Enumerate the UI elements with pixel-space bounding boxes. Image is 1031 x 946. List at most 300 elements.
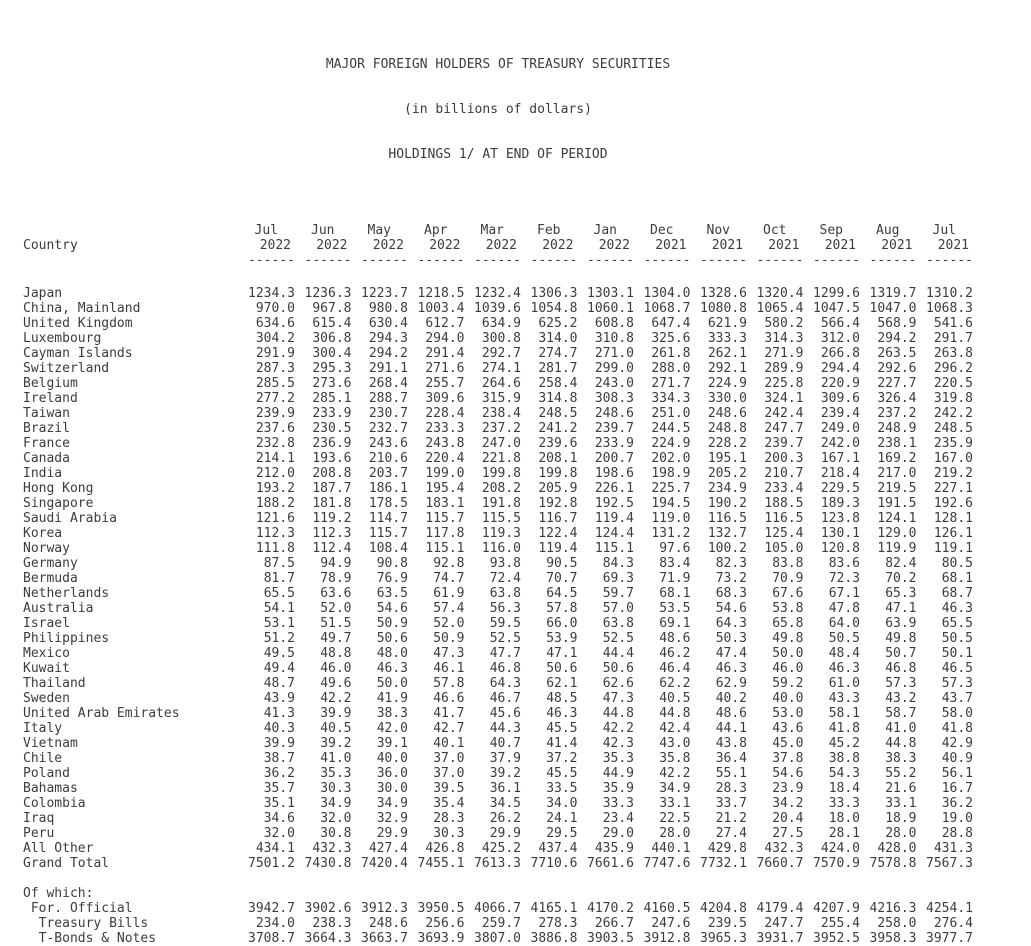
column-header-months-row [23,223,973,238]
value-cell: 34.9 [320,796,352,811]
value-cell: 233.3 [425,421,465,436]
value-cell: 23.4 [602,811,634,826]
column-header-separator: ------ [587,253,634,268]
value-cell: 115.1 [594,541,634,556]
value-cell: 39.9 [263,736,295,751]
value-cell: 1234.3 [248,286,295,301]
value-cell: 36.2 [263,766,295,781]
column-header-separator: ------ [248,253,295,268]
value-cell: 52.0 [433,616,465,631]
value-cell: 271.0 [594,346,634,361]
value-cell: 235.9 [933,436,973,451]
country-cell: United Kingdom [23,316,133,331]
value-cell: 65.8 [772,616,804,631]
column-header-month: Oct [763,223,787,238]
value-cell: 41.0 [885,721,917,736]
value-cell: 300.4 [312,346,352,361]
value-cell: 277.2 [255,391,295,406]
value-cell: 239.7 [594,421,634,436]
value-cell: 21.6 [885,781,917,796]
table-row [23,406,973,421]
value-cell: 130.1 [820,526,860,541]
value-cell: 333.3 [707,331,747,346]
value-cell: 46.3 [941,601,973,616]
table-row [23,541,973,556]
value-cell: 54.3 [828,766,860,781]
value-cell: 189.3 [820,496,860,511]
value-cell: 45.5 [546,766,578,781]
value-cell: 45.6 [489,706,521,721]
value-cell: 38.8 [828,751,860,766]
value-cell: 4165.1 [530,901,578,916]
country-cell: Vietnam [23,736,78,751]
value-cell: 128.1 [933,511,973,526]
value-cell: 38.7 [263,751,295,766]
value-cell: 65.5 [941,616,973,631]
value-cell: 70.9 [772,571,804,586]
value-cell: 28.1 [828,826,860,841]
value-cell: 27.5 [772,826,804,841]
value-cell: 35.7 [263,781,295,796]
value-cell: 124.1 [877,511,917,526]
value-cell: 7613.3 [474,856,521,871]
value-cell: 208.8 [312,466,352,481]
value-cell: 69.3 [602,571,634,586]
value-cell: 291.7 [933,331,973,346]
value-cell: 52.5 [489,631,521,646]
value-cell: 212.0 [255,466,295,481]
value-cell: 434.1 [255,841,295,856]
value-cell: 225.8 [764,376,804,391]
value-cell: 190.2 [707,496,747,511]
value-cell: 242.2 [933,406,973,421]
value-cell: 219.2 [933,466,973,481]
table-row [23,316,973,331]
value-cell: 274.1 [481,361,521,376]
value-cell: 54.6 [376,601,408,616]
value-cell: 4254.1 [926,901,973,916]
table-row [23,646,973,661]
value-cell: 970.0 [255,301,295,316]
value-cell: 294.2 [877,331,917,346]
table-row [23,376,973,391]
value-cell: 35.8 [659,751,691,766]
value-cell: 37.9 [489,751,521,766]
value-cell: 54.1 [263,601,295,616]
value-cell: 42.3 [602,736,634,751]
value-cell: 210.6 [368,451,408,466]
column-header-month: May [367,223,391,238]
value-cell: 81.7 [263,571,295,586]
value-cell: 36.4 [715,751,747,766]
value-cell: 68.3 [715,586,747,601]
value-cell: 40.7 [489,736,521,751]
value-cell: 41.8 [941,721,973,736]
value-cell: 199.0 [425,466,465,481]
value-cell: 48.5 [546,691,578,706]
value-cell: 1080.8 [700,301,747,316]
table-row [23,421,973,436]
value-cell: 119.4 [538,541,578,556]
value-cell: 58.7 [885,706,917,721]
value-cell: 54.6 [715,601,747,616]
value-cell: 47.1 [885,601,917,616]
value-cell: 28.0 [659,826,691,841]
country-cell: Switzerland [23,361,110,376]
value-cell: 42.2 [659,766,691,781]
table-row [23,346,973,361]
value-cell: 630.4 [368,316,408,331]
column-header-separator-row [23,253,973,268]
value-cell: 41.9 [376,691,408,706]
value-cell: 200.3 [764,451,804,466]
value-cell: 132.7 [707,526,747,541]
column-header-separator: ------ [813,253,860,268]
of-which-label: Of which: [23,886,94,901]
value-cell: 57.0 [602,601,634,616]
table-row [23,571,973,586]
value-cell: 100.2 [707,541,747,556]
value-cell: 435.9 [594,841,634,856]
table-row [23,466,973,481]
value-cell: 432.3 [312,841,352,856]
value-cell: 36.0 [376,766,408,781]
value-cell: 1232.4 [474,286,521,301]
value-cell: 119.0 [651,511,691,526]
value-cell: 83.6 [828,556,860,571]
value-cell: 192.5 [594,496,634,511]
country-cell: Chile [23,751,63,766]
column-header-separator: ------ [474,253,521,268]
country-column-header: Country [23,238,78,253]
value-cell: 47.1 [546,646,578,661]
value-cell: 29.9 [489,826,521,841]
table-row [23,481,973,496]
value-cell: 35.1 [263,796,295,811]
value-cell: 50.6 [546,661,578,676]
value-cell: 115.7 [425,511,465,526]
value-cell: 50.0 [772,646,804,661]
value-cell: 202.0 [651,451,691,466]
value-cell: 334.3 [651,391,691,406]
value-cell: 38.3 [376,706,408,721]
column-header-year: 2021 [881,238,913,253]
value-cell: 615.4 [312,316,352,331]
value-cell: 242.0 [820,436,860,451]
value-cell: 16.7 [941,781,973,796]
value-cell: 82.3 [715,556,747,571]
value-cell: 324.1 [764,391,804,406]
value-cell: 4160.5 [643,901,691,916]
page-title: MAJOR FOREIGN HOLDERS OF TREASURY SECURITIES [325,57,671,72]
value-cell: 239.7 [764,436,804,451]
value-cell: 3912.8 [643,931,691,946]
spacer [23,871,973,886]
value-cell: 1065.4 [756,301,804,316]
value-cell: 64.5 [546,586,578,601]
value-cell: 51.2 [263,631,295,646]
value-cell: 46.3 [715,661,747,676]
value-cell: 300.8 [481,331,521,346]
value-cell: 271.9 [764,346,804,361]
value-cell: 49.4 [263,661,295,676]
value-cell: 647.4 [651,316,691,331]
value-cell: 248.6 [368,916,408,931]
value-cell: 30.0 [376,781,408,796]
table-row [23,676,973,691]
country-cell: Ireland [23,391,78,406]
value-cell: 319.8 [933,391,973,406]
value-cell: 40.5 [659,691,691,706]
value-cell: 50.9 [433,631,465,646]
value-cell: 28.3 [433,811,465,826]
value-cell: 1068.7 [643,301,691,316]
value-cell: 228.4 [425,406,465,421]
holders-table-body [23,286,973,871]
value-cell: 1303.1 [587,286,634,301]
value-cell: 262.1 [707,346,747,361]
value-cell: 44.9 [602,766,634,781]
value-cell: 62.1 [546,676,578,691]
value-cell: 42.2 [320,691,352,706]
spacer [23,192,973,223]
value-cell: 41.8 [828,721,860,736]
value-cell: 47.8 [828,601,860,616]
value-cell: 205.9 [538,481,578,496]
value-cell: 258.0 [877,916,917,931]
value-cell: 967.8 [312,301,352,316]
value-cell: 1218.5 [417,286,465,301]
value-cell: 266.8 [820,346,860,361]
value-cell: 37.0 [433,751,465,766]
value-cell: 55.1 [715,766,747,781]
value-cell: 243.6 [368,436,408,451]
value-cell: 57.4 [433,601,465,616]
value-cell: 7661.6 [587,856,634,871]
value-cell: 35.9 [602,781,634,796]
value-cell: 37.0 [433,766,465,781]
value-cell: 315.9 [481,391,521,406]
value-cell: 432.3 [764,841,804,856]
value-cell: 7570.9 [813,856,860,871]
value-cell: 41.3 [263,706,295,721]
value-cell: 48.0 [376,646,408,661]
value-cell: 425.2 [481,841,521,856]
value-cell: 51.5 [320,616,352,631]
value-cell: 241.2 [538,421,578,436]
value-cell: 294.3 [368,331,408,346]
column-header-year: 2021 [824,238,856,253]
value-cell: 34.0 [546,796,578,811]
value-cell: 242.4 [764,406,804,421]
value-cell: 29.0 [602,826,634,841]
value-cell: 248.9 [877,421,917,436]
value-cell: 33.1 [659,796,691,811]
value-cell: 437.4 [538,841,578,856]
value-cell: 40.0 [376,751,408,766]
value-cell: 221.8 [481,451,521,466]
value-cell: 61.9 [433,586,465,601]
country-cell: Thailand [23,676,86,691]
column-header-month: Jul [932,223,956,238]
value-cell: 186.1 [368,481,408,496]
value-cell: 52.0 [320,601,352,616]
country-cell: Sweden [23,691,70,706]
country-header-spacer [23,223,239,238]
value-cell: 18.0 [828,811,860,826]
value-cell: 48.7 [263,676,295,691]
value-cell: 71.9 [659,571,691,586]
value-cell: 608.8 [594,316,634,331]
value-cell: 57.8 [433,676,465,691]
value-cell: 294.4 [820,361,860,376]
value-cell: 3958.3 [869,931,917,946]
value-cell: 3902.6 [304,901,352,916]
country-cell: Germany [23,556,78,571]
value-cell: 294.2 [368,346,408,361]
value-cell: 63.8 [602,616,634,631]
value-cell: 36.2 [941,796,973,811]
value-cell: 43.2 [885,691,917,706]
country-cell: Norway [23,541,70,556]
value-cell: 7660.7 [756,856,804,871]
value-cell: 49.5 [263,646,295,661]
value-cell: 50.3 [715,631,747,646]
value-cell: 7578.8 [869,856,917,871]
value-cell: 4216.3 [869,901,917,916]
value-cell: 61.0 [828,676,860,691]
value-cell: 73.2 [715,571,747,586]
value-cell: 266.7 [594,916,634,931]
value-cell: 299.0 [594,361,634,376]
value-cell: 167.1 [820,451,860,466]
value-cell: 48.6 [715,706,747,721]
value-cell: 304.2 [255,331,295,346]
value-cell: 310.8 [594,331,634,346]
value-cell: 22.5 [659,811,691,826]
value-cell: 188.5 [764,496,804,511]
value-cell: 4179.4 [756,901,804,916]
value-cell: 40.5 [320,721,352,736]
value-cell: 49.8 [772,631,804,646]
value-cell: 125.4 [764,526,804,541]
column-header-year: 2022 [429,238,461,253]
value-cell: 116.7 [538,511,578,526]
value-cell: 7430.8 [304,856,352,871]
country-cell: Kuwait [23,661,70,676]
value-cell: 232.8 [255,436,295,451]
value-cell: 3886.8 [530,931,578,946]
table-row [23,796,973,811]
value-cell: 33.1 [885,796,917,811]
country-cell: Belgium [23,376,78,391]
table-row [23,631,973,646]
table-row [23,736,973,751]
value-cell: 426.8 [425,841,465,856]
value-cell: 3663.7 [361,931,408,946]
value-cell: 236.9 [312,436,352,451]
value-cell: 233.9 [312,406,352,421]
value-cell: 46.3 [546,706,578,721]
value-cell: 214.1 [255,451,295,466]
value-cell: 314.0 [538,331,578,346]
value-cell: 45.5 [546,721,578,736]
value-cell: 126.1 [933,526,973,541]
value-cell: 69.1 [659,616,691,631]
value-cell: 271.7 [651,376,691,391]
value-cell: 119.1 [933,541,973,556]
value-cell: 40.9 [941,751,973,766]
table-row [23,331,973,346]
value-cell: 1039.6 [474,301,521,316]
value-cell: 50.1 [941,646,973,661]
value-cell: 1068.3 [926,301,973,316]
table-row [23,361,973,376]
value-cell: 45.0 [772,736,804,751]
value-cell: 167.0 [933,451,973,466]
value-cell: 53.8 [772,601,804,616]
value-cell: 273.6 [312,376,352,391]
value-cell: 108.4 [368,541,408,556]
table-row [23,781,973,796]
value-cell: 4170.2 [587,901,634,916]
value-cell: 3942.7 [248,901,295,916]
value-cell: 21.2 [715,811,747,826]
of-which-row [23,886,973,901]
value-cell: 218.4 [820,466,860,481]
value-cell: 48.6 [659,631,691,646]
column-header-separator: ------ [530,253,578,268]
value-cell: 116.5 [707,511,747,526]
country-cell: Australia [23,601,94,616]
value-cell: 4207.9 [813,901,860,916]
value-cell: 56.1 [941,766,973,781]
value-cell: 230.5 [312,421,352,436]
country-cell: France [23,436,70,451]
column-header-separator: ------ [756,253,804,268]
value-cell: 247.6 [651,916,691,931]
value-cell: 46.2 [659,646,691,661]
table-row [23,916,973,931]
country-cell: Hong Kong [23,481,94,496]
value-cell: 119.2 [312,511,352,526]
value-cell: 48.4 [828,646,860,661]
value-cell: 45.2 [828,736,860,751]
value-cell: 256.6 [425,916,465,931]
table-row [23,721,973,736]
value-cell: 268.4 [368,376,408,391]
value-cell: 309.6 [820,391,860,406]
value-cell: 258.4 [538,376,578,391]
value-cell: 38.3 [885,751,917,766]
value-cell: 39.5 [433,781,465,796]
table-row [23,601,973,616]
value-cell: 259.7 [481,916,521,931]
value-cell: 64.0 [828,616,860,631]
country-separator-spacer [23,253,239,268]
value-cell: 44.8 [659,706,691,721]
value-cell: 1304.0 [643,286,691,301]
table-row [23,526,973,541]
value-cell: 239.6 [538,436,578,451]
value-cell: 326.4 [877,391,917,406]
value-cell: 41.7 [433,706,465,721]
value-cell: 39.2 [489,766,521,781]
value-cell: 1236.3 [304,286,352,301]
country-cell: Saudi Arabia [23,511,117,526]
country-cell: India [23,466,63,481]
value-cell: 612.7 [425,316,465,331]
